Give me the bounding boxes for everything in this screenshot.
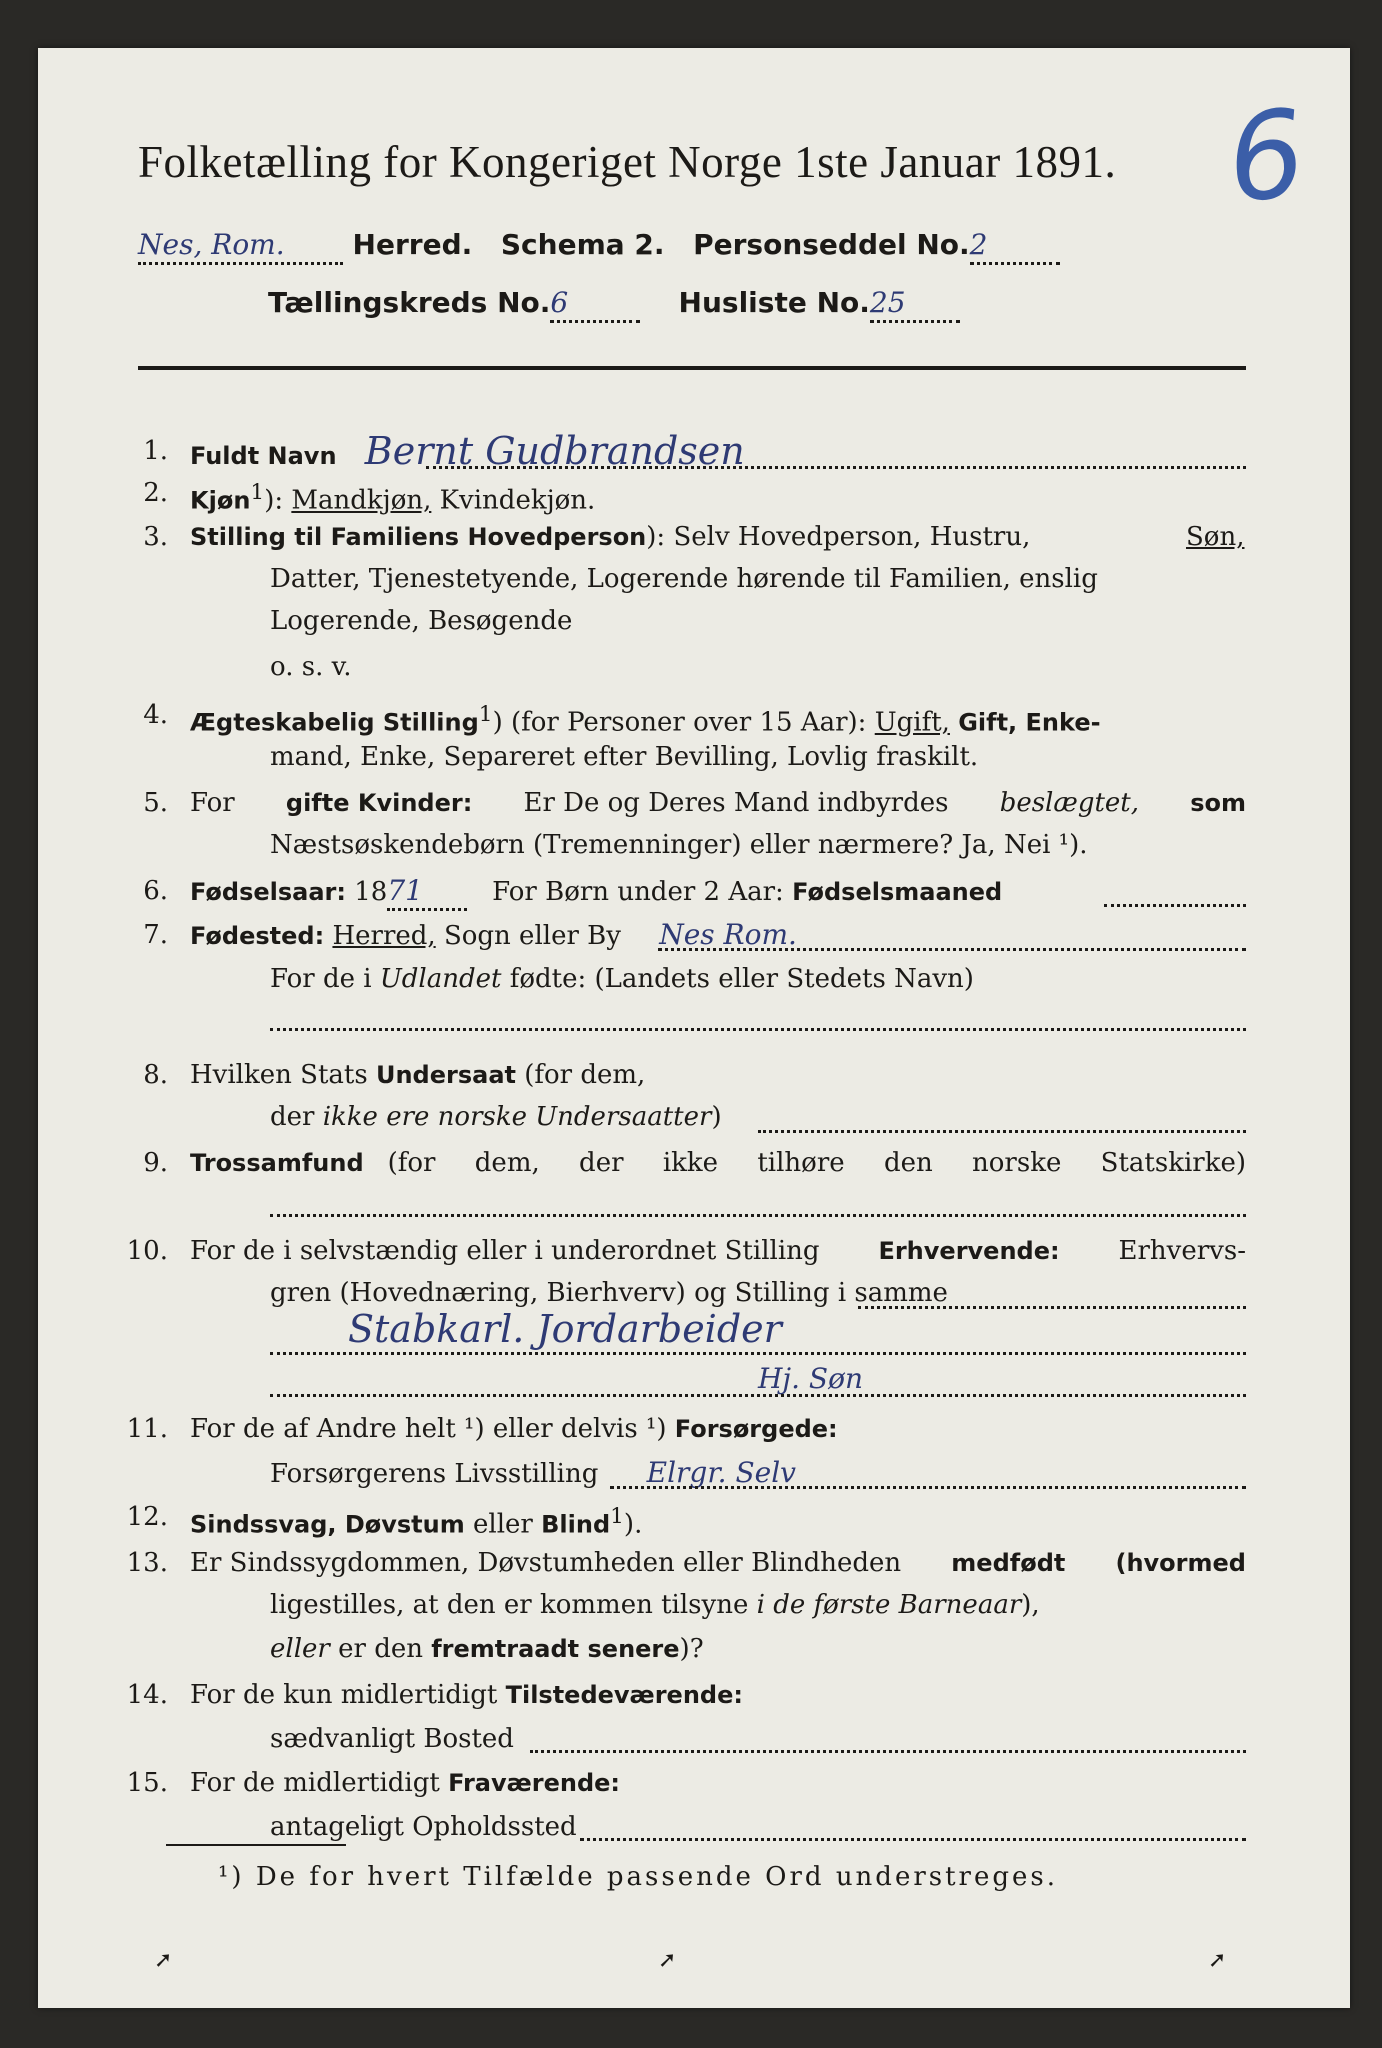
- q3-row3: Logerende, Besøgende: [270, 606, 573, 636]
- q8-row2: [270, 1100, 722, 1134]
- q12-label2: Blind: [541, 1510, 611, 1539]
- q12-number: 12.: [126, 1502, 168, 1532]
- husliste-label: Husliste No.: [678, 286, 870, 319]
- q12-row: Sindssvag, Døvstum eller Blind$^1$).: [190, 1504, 643, 1540]
- q4-text: ) (for Personer over 15 Aar):: [492, 707, 867, 738]
- q13-row1: [190, 1546, 1246, 1580]
- q5-label: gifte Kvinder:: [285, 789, 473, 817]
- q7-line2-b: fødte: (Landets eller Stedets Navn): [509, 964, 974, 994]
- q8-line2-a: der: [270, 1102, 315, 1132]
- q9-row1: [190, 1146, 1246, 1180]
- q11-row1: [190, 1412, 838, 1446]
- q7-birthplace-answer: Nes Rom.: [659, 918, 797, 951]
- q6-prefix: 18: [354, 877, 388, 907]
- q3-text: ): Selv Hovedperson, Hustru,: [646, 522, 1031, 552]
- q2-row: [190, 476, 595, 518]
- q10-label: Erhvervende:: [878, 1237, 1060, 1265]
- census-form-page: [38, 48, 1350, 2008]
- q8-fill-line: [758, 1130, 1246, 1133]
- q13-line3-italic: eller: [270, 1634, 330, 1664]
- q6-text: For Børn under 2 Aar:: [492, 877, 784, 907]
- personseddel-label: Personseddel No.: [693, 228, 970, 261]
- q13-row3: [270, 1632, 704, 1666]
- q6-fill-line: [1104, 904, 1246, 907]
- q12-text: eller: [473, 1509, 533, 1540]
- q12-tail: ).: [623, 1509, 643, 1540]
- q11-line2: Forsørgerens Livsstilling: [270, 1459, 599, 1489]
- margin-mark-left: ➚: [154, 1948, 173, 1973]
- q8-text: Hvilken Stats: [190, 1060, 368, 1090]
- q2-option-kvindekjon: Kvindekjøn.: [439, 485, 596, 516]
- q10-number: 10.: [126, 1236, 168, 1266]
- q3-row1: [190, 520, 1246, 554]
- q10-fill-line: [858, 1306, 1246, 1309]
- q10-answer-line: [270, 1352, 1246, 1355]
- q3-number: 3.: [143, 522, 168, 552]
- q15-row1: [190, 1766, 620, 1800]
- form-title: Folketælling for Kongeriget Norge 1ste Januar 1891.: [138, 137, 1117, 187]
- q13-number: 13.: [126, 1548, 168, 1578]
- q8-label: Undersaat: [375, 1061, 516, 1089]
- q4-label: Ægteskabelig Stilling: [190, 708, 479, 737]
- q2-colon: ):: [264, 485, 284, 516]
- q13-line3-a: er den: [338, 1634, 423, 1664]
- q13-text2: (hvormed: [1115, 1549, 1246, 1577]
- q7-row2: [270, 962, 974, 996]
- q2-footnote-ref: 1: [250, 480, 265, 505]
- q10-row1: [190, 1234, 1246, 1268]
- footnote-rule: [166, 1844, 346, 1846]
- margin-mark-center: ➚: [658, 1948, 677, 1973]
- personseddel-number: 2: [970, 228, 1060, 265]
- q8-line2-b: ): [711, 1102, 722, 1132]
- q4-row1: Ægteskabelig Stilling$^1$) (for Personer over 15 Aar): Ugift, Gift, Enke-: [190, 702, 1101, 738]
- q4-selected-ugift: Ugift,: [874, 707, 950, 738]
- herred-name-answer: Nes, Rom.: [138, 228, 343, 265]
- q13-line2-italic: i de første Barneaar: [756, 1590, 1022, 1620]
- q14-row2: sædvanligt Bosted: [270, 1724, 514, 1754]
- q11-fill-line: [610, 1486, 1246, 1489]
- kreds-number: 6: [550, 286, 640, 323]
- kreds-label: Tællingskreds No.: [268, 286, 551, 319]
- q3-son-wrap: [1186, 520, 1244, 554]
- q11-provider-answer: Elrgr. Selv: [646, 1456, 796, 1489]
- q13-line3-label: fremtraadt senere: [431, 1635, 680, 1663]
- q8-text2: (for dem,: [524, 1060, 646, 1090]
- q11-text: For de af Andre helt ¹) eller delvis ¹): [190, 1414, 667, 1444]
- q4-options: Gift, Enke-: [958, 708, 1101, 737]
- q7-label: Fødested:: [190, 922, 325, 950]
- q6-label2: Fødselsmaaned: [792, 878, 1003, 906]
- q5-number: 5.: [143, 788, 168, 818]
- q15-text: For de midlertidigt: [190, 1768, 440, 1798]
- q6-number: 6.: [143, 876, 168, 906]
- q10-text2: Erhvervs-: [1118, 1236, 1246, 1266]
- q15-label: Fraværende:: [448, 1769, 621, 1797]
- q7-line2-a: For de i: [270, 964, 372, 994]
- footnote: ¹) De for hvert Tilfælde passende Ord understreges.: [218, 1862, 1059, 1892]
- herred-label: Herred.: [352, 228, 473, 261]
- q12-label: Sindssvag, Døvstum: [190, 1510, 465, 1539]
- q10-text: For de i selvstændig eller i underordnet Stilling: [190, 1236, 820, 1266]
- q6-label: Fødselsaar:: [190, 878, 346, 906]
- q14-label: Tilstedeværende:: [505, 1681, 743, 1709]
- q7-number: 7.: [143, 920, 168, 950]
- q11-label: Forsørgede:: [674, 1415, 838, 1443]
- q14-number: 14.: [126, 1680, 168, 1710]
- q7-fill-line: [658, 948, 1246, 951]
- q8-line2-italic: ikke ere norske Undersaatter: [322, 1102, 712, 1132]
- q3-row4: o. s. v.: [270, 652, 352, 682]
- q5-row2: Næstsøskendebørn (Tremenninger) eller nærmere? Ja, Nei ¹).: [270, 830, 1088, 860]
- margin-mark-right: ➚: [1208, 1948, 1227, 1973]
- q9-text: (for dem, der ikke tilhøre den norske Statskirke): [387, 1148, 1246, 1178]
- q5-italic: beslægtet,: [999, 788, 1140, 818]
- q3-selected-son: Søn,: [1186, 522, 1245, 552]
- q10-occupation-answer: Stabkarl. Jordarbeider: [348, 1307, 782, 1351]
- q13-line3-b: )?: [679, 1634, 704, 1664]
- q9-blank-line: [270, 1214, 1246, 1217]
- q10-occupation-answer2: Hj. Søn: [758, 1362, 863, 1395]
- q10-answer-line2: [270, 1394, 1246, 1397]
- q13-label: medfødt: [951, 1549, 1066, 1577]
- q6-row: [190, 874, 1002, 911]
- husliste-number: 25: [870, 286, 960, 323]
- q13-text: Er Sindssygdommen, Døvstumheden eller Blindheden: [190, 1548, 902, 1578]
- q1-fill-line: [426, 466, 1246, 469]
- q13-line2-a: ligestilles, at den er kommen tilsyne: [270, 1590, 749, 1620]
- q15-number: 15.: [126, 1768, 168, 1798]
- q15-row2: antageligt Opholdssted: [270, 1812, 577, 1842]
- q14-row1: [190, 1678, 743, 1712]
- q7-selected-herred: Herred,: [332, 921, 436, 951]
- q4-number: 4.: [143, 700, 168, 730]
- q14-text: For de kun midlertidigt: [190, 1680, 498, 1710]
- q2-option-mandkjon: Mandkjøn,: [291, 485, 432, 516]
- q5-pre: For: [190, 788, 235, 818]
- q7-blank-line: [270, 1028, 1246, 1031]
- q13-row2: [270, 1588, 1040, 1622]
- q5-text2: som: [1190, 789, 1246, 817]
- q5-row1: [190, 786, 1246, 820]
- handwritten-corner-number: 6: [1220, 84, 1312, 231]
- q3-label: Stilling til Familiens Hovedperson: [190, 523, 647, 551]
- q10-row2: gren (Hovednæring, Bierhverv) og Stilling i samme: [270, 1278, 948, 1308]
- q1-label: Fuldt Navn: [190, 442, 337, 470]
- q3-row2: Datter, Tjenestetyende, Logerende hørende til Familien, enslig: [270, 564, 1098, 594]
- header-rule: [138, 366, 1246, 370]
- q7-text: Sogn eller By: [443, 921, 621, 951]
- q6-year-answer: 71: [387, 874, 467, 911]
- q8-number: 8.: [143, 1060, 168, 1090]
- q4-row2: mand, Enke, Separeret efter Bevilling, Lovlig fraskilt.: [270, 742, 979, 772]
- q13-line2-b: ),: [1021, 1590, 1040, 1620]
- q7-line2-italic: Udlandet: [379, 964, 502, 994]
- schema-label: Schema 2.: [500, 228, 665, 261]
- q9-label: Trossamfund: [190, 1149, 364, 1177]
- q9-number: 9.: [143, 1148, 168, 1178]
- herred-line: [138, 228, 1060, 265]
- q15-fill-line: [580, 1838, 1246, 1841]
- q8-row1: [190, 1058, 645, 1092]
- q1-name-answer: Bernt Gudbrandsen: [364, 429, 745, 473]
- q2-number: 2.: [143, 478, 168, 508]
- q1-number: 1.: [143, 436, 168, 466]
- q2-label: Kjøn: [190, 486, 251, 515]
- q11-number: 11.: [126, 1414, 168, 1444]
- q5-text: Er De og Deres Mand indbyrdes: [523, 788, 949, 818]
- q14-fill-line: [530, 1750, 1246, 1753]
- kreds-line: [268, 286, 960, 323]
